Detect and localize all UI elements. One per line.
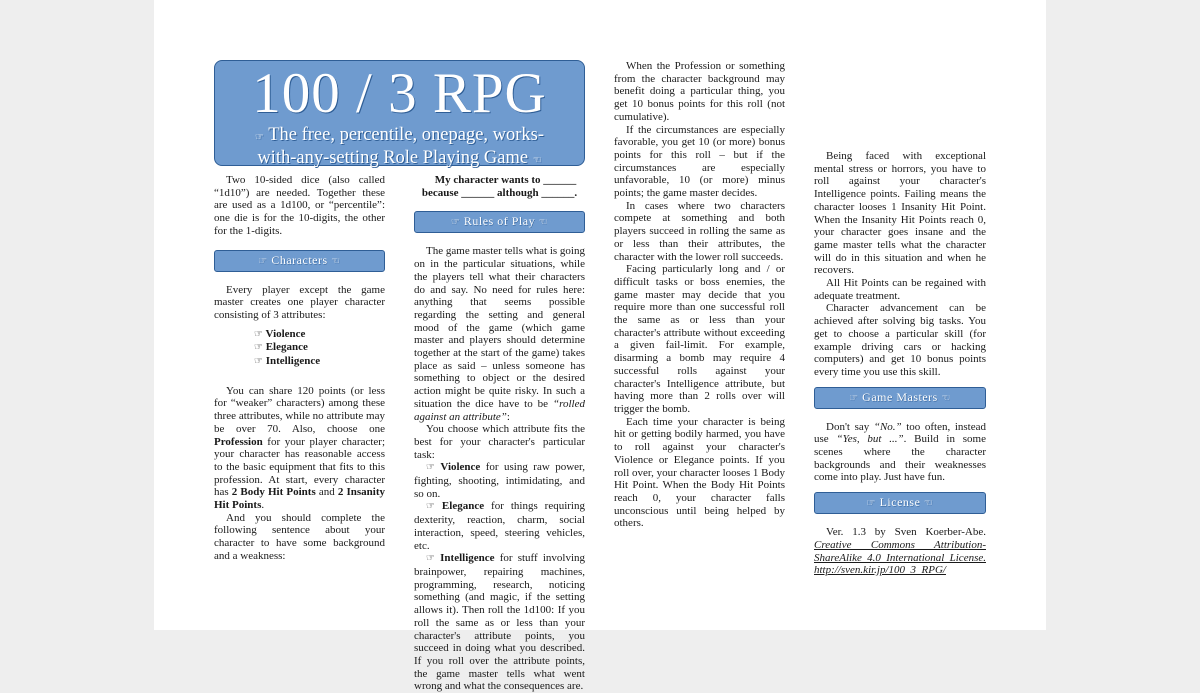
subtitle-line-1: The free, percentile, onepage, works- — [268, 125, 545, 145]
attribute-list — [214, 328, 385, 369]
document-page — [154, 0, 1046, 693]
pointing-hand-icon: ☞ — [254, 356, 263, 368]
difficult-tasks-paragraph: Facing particularly long and / or difficult tasks or boss enemies, the game master may decide that you require more than one successful roll the same as or less than your character's attribute without exceeding a given fail-limit. For example, disarming a bomb may require 4 successful rolls against your character's Intelligence attribute, but having more than 2 rolls over will trigger the bomb. — [614, 263, 785, 415]
attribute-choice-paragraph: You choose which attribute fits the best for your character's particular task: — [414, 423, 585, 461]
pointing-hand-icon: ☞ — [254, 328, 263, 340]
column-4 — [814, 150, 986, 577]
pointing-hand-icon: ☞ — [866, 498, 877, 510]
license-heading: ☞ License ☜ — [814, 492, 986, 514]
sentence-intro-paragraph: And you should complete the following sentence about your character to have some background and a weakness: — [214, 511, 385, 562]
column-2 — [414, 174, 585, 693]
pointing-hand-icon: ☞ — [849, 392, 859, 404]
game-masters-heading: ☞ Game Masters ☜ — [814, 387, 986, 409]
pointing-hand-icon: ☞ — [426, 501, 435, 513]
pointing-hand-left-icon: ☜ — [923, 498, 934, 510]
page-subtitle — [215, 125, 584, 171]
regain-paragraph: All Hit Points can be regained with adequate treatment. — [814, 277, 986, 302]
pointing-hand-left-icon: ☜ — [331, 255, 341, 267]
profession-paragraph: When the Profession or something from the character background may benefit doing a particular thing, you get 10 bonus points for this roll (not cumulative). — [614, 60, 785, 123]
rules-paragraph: The game master tells what is going on in the particular situations, while the players tell what their characters do and say. No need for rules here: anything that seems possible regarding the setting and general mood of the game (which game master and players should determine together at the start of the game) takes place as said – unless someone has something to object or the desired action might be quite risky. In such a situation the dice have to be “rolled against an attribute”: — [414, 245, 585, 423]
pointing-hand-left-icon: ☜ — [941, 392, 951, 404]
character-sentence: My character wants to ______ because ______ although ______. — [421, 174, 578, 199]
list-item: ☞ Elegance — [254, 341, 308, 354]
characters-heading: ☞ Characters ☜ — [214, 250, 385, 272]
column-3 — [614, 60, 785, 530]
advancement-paragraph: Character advancement can be achieved after solving big tasks. You get to choose a particular skill (for example driving cars or hacking computers) and get 10 bonus points every time you use this skill. — [814, 302, 986, 378]
pointing-hand-left-icon: ☜ — [538, 217, 549, 229]
violence-paragraph: ☞ Violence for using raw power, fighting, shooting, intimidating, and so on. — [414, 461, 586, 500]
rules-heading: ☞ Rules of Play ☜ — [414, 211, 585, 233]
pointing-hand-icon: ☞ — [254, 342, 263, 354]
intelligence-paragraph: ☞ Intelligence for stuff involving brainpower, repairing machines, programming, research, noticing something (and magic, if the setting allows it). Then roll the 1d100: If you roll the same as or less than your character's attribute points, you succeed in doing what you described. If you roll over the attribute points, the game master tells what went wrong and what the consequences are. — [414, 552, 585, 693]
body-hit-paragraph: Each time your character is being hit or getting bodily harmed, you have to roll against your character's Violence or Elegance points. If you roll over, your character looses 1 Body Hit Point. When the Body Hit Points reach 0, your character falls unconscious until being helped by others. — [614, 415, 785, 530]
characters-paragraph: Every player except the game master creates one player character consisting of 3 attributes: — [214, 283, 385, 321]
compete-paragraph: In cases where two characters compete at something and both players succeed in rolling the same as or less than their attributes, the character with the lower roll succeeds. — [614, 199, 785, 263]
elegance-paragraph: ☞ Elegance for things requiring dexterity, reaction, charm, social interaction, speed, steering vehicles, etc. — [414, 500, 585, 552]
pointing-hand-icon: ☞ — [426, 462, 435, 474]
website-link[interactable]: http://sven.kir.jp/100_3_RPG/ — [814, 564, 946, 577]
page-title: 100 / 3 RPG — [252, 62, 547, 125]
subtitle-line-2: with-any-setting Role Playing Game — [257, 148, 529, 168]
intro-paragraph: Two 10-sided dice (also called “1d10”) are needed. Together these are used as a 1d100, or “percentile”: one die is for the 10-digits, the other for the 1-digits. — [214, 174, 385, 237]
list-item: ☞ Intelligence — [254, 355, 321, 368]
pointing-hand-icon: ☞ — [254, 132, 264, 143]
pointing-hand-icon: ☞ — [426, 553, 435, 565]
pointing-hand-left-icon: ☜ — [532, 155, 542, 166]
column-1 — [214, 174, 385, 563]
circumstances-paragraph: If the circumstances are especially favorable, you get 10 (or more) bonus points for this roll – but if the circumstances are especially unfavorable, 10 (or more) minus points; the game master decides. — [614, 123, 785, 200]
title-banner — [214, 60, 585, 166]
game-masters-paragraph: Don't say “No.” too often, instead use “Yes, but ...”. Build in some scenes where the character backgrounds and their weaknesses come into play. Just have fun. — [814, 420, 986, 484]
pointing-hand-icon: ☞ — [450, 217, 461, 229]
insanity-paragraph: Being faced with exceptional mental stress or horrors, you have to roll against your character's Intelligence points. Failing means the character looses 1 Insanity Hit Point. When the Insanity Hit Points reach 0, your character goes insane and the game master tells what the character will do in this situation and when he recovers. — [814, 150, 986, 277]
license-paragraph: Ver. 1.3 by Sven Koerber-Abe. Creative Commons Attribution-ShareAlike 4.0 International License. http://sven.kir.jp/100_3_RPG/ — [814, 526, 986, 577]
pointing-hand-icon: ☞ — [258, 255, 268, 267]
points-paragraph: You can share 120 points (or less for “weaker” characters) among these three attributes, while no attribute may be over 70. Also, choose one Profession for your player character; your character has reasonable access to the basic equipment that fits to this profession. At start, every character has 2 Body Hit Points and 2 Insanity Hit Points. — [214, 384, 385, 512]
license-link[interactable]: Creative Commons Attribution-ShareAlike 4.0 International License. — [814, 538, 986, 564]
list-item: ☞ Violence — [254, 327, 306, 340]
